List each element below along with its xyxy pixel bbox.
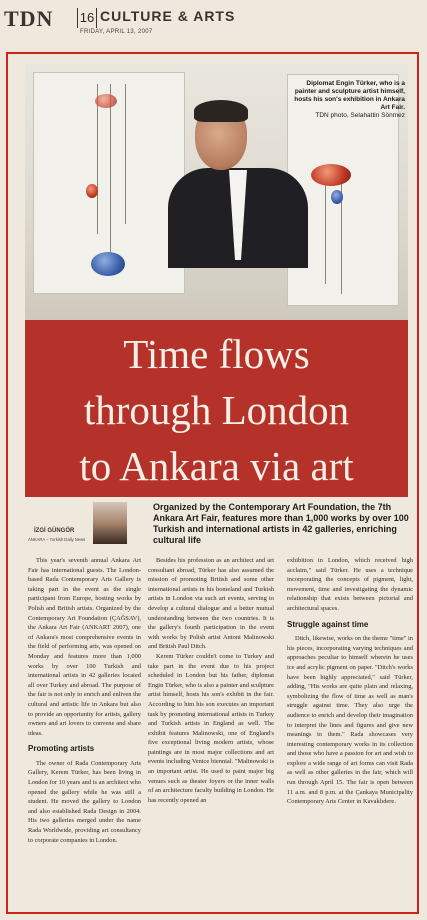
article-deck: Organized by the Contemporary Art Foundation, the 7th Ankara Art Fair, features more than 1,000 works by over 100 Turkish and international artists in 42 galleries, enriching cultural life (153, 502, 409, 545)
glass-sculpture (86, 184, 98, 198)
masthead (0, 0, 427, 40)
glass-sculpture (311, 164, 351, 186)
hanging-wire (125, 84, 126, 224)
headline-line-1: Time flows (123, 331, 310, 377)
headline (25, 326, 408, 494)
person-hair (194, 100, 248, 122)
author-photo (93, 502, 127, 544)
subheading: Struggle against time (287, 619, 369, 629)
body-column-2 (148, 556, 274, 805)
byline-name: İZGİ GÜNGÖR (34, 528, 75, 534)
body-paragraph: The owner of Rada Contemporary Arts Gallery, Kerem Türker, has been living in London for 10 years and is an architect who opened the gallery while he was still a student. He moved the gallery to London and also established Rada Design in 2004. His two galleries merged under the name Rada Worldwide, providing art consultancy to corporate companies in London. (28, 759, 141, 844)
caption-text: Diplomat Engin Türker, who is a painter and sculpture artist himself, hosts his son's exhibition in Ankara Art Fair. (294, 80, 405, 111)
body-paragraph: Ditch, likewise, works on the theme "time" in his pieces, incorporating varying techniques and approaches peculiar to himself wherein he uses ice and acrylic pigment on paper. "Ditch's works have been highly appreciated," said Türker, adding, "His works are quite plain and relaxing, symbolizing the flow of time as well as man's struggle against time. They also urge the audience to enrich and develop their imagination to interpret the lines and figures and give new meanings to them." Rada showcases very interesting contemporary works in its collection and those who have a passion for art and wish to explore a wide range of art forms can visit Rada as well as other galleries in the fair, which will run through April 15. The fair is open between 11 a.m. and 8 p.m. at the Çankaya Municipality Contemporary Arts Center in Kavaklıdere. (287, 635, 413, 806)
byline-source: ANKARA – Turkish Daily News (28, 537, 86, 542)
body-paragraph: Besides his profession as an architect and art consultant abroad, Türker has also assumed the mission of promoting British and some other international artists in his homeland and Turkish artists in London via such art events, serving to develop a cultural dialogue and a better mutual understanding between the two countries. It is the gallery's fourth participation in the event with works by Polish artist Antoni Malinowski and British Paul Ditch. (148, 557, 274, 651)
page-number: 16 (77, 8, 97, 28)
glass-sculpture (95, 94, 117, 108)
headline-line-3: to Ankara via art (79, 443, 354, 489)
photo-credit: TDN photo, Selahattin Sönmez (315, 112, 405, 119)
hanging-wire (110, 84, 111, 259)
body-column-1 (28, 556, 141, 845)
subheading: Promoting artists (28, 744, 95, 754)
newspaper-logo: TDN (4, 6, 54, 31)
hanging-wire (325, 174, 326, 284)
body-paragraph: This year's seventh annual Ankara Art Fair has international guests. The London-based Rada Contemporary Arts Gallery is taking part in the event as the single participant from Europe, hosting works by Polish and British artists. Organized by the Contemporary Art Foundation (ÇAĞSAV), the Ankara Art Fair (ANKART 2007), one of Ankara's most comprehensive events in the field of performing arts, was opened on Monday and features more than 1,000 works by over 100 Turkish and international artists in 42 galleries located all over Turkey and abroad. The purpose of the fair is not only to enrich and enliven the cultural and artistic life in Ankara but also to provide an opportunity for artists, gallery owners and art lovers to convene and share ideas. (28, 557, 141, 737)
photo-caption (285, 80, 405, 120)
body-column-3 (287, 556, 413, 807)
hanging-wire (97, 84, 98, 234)
body-paragraph: exhibition in London, which received high acclaim," said Türker. He uses a technique incorporating the concepts of pigment, light, movement, time and investigating the dynamic relationship that exists between pictorial and architectural spaces. (287, 557, 413, 612)
headline-line-2: through London (83, 387, 350, 433)
section-title: CULTURE & ARTS (100, 8, 236, 24)
glass-sculpture (91, 252, 125, 276)
issue-date: FRIDAY, APRIL 13, 2007 (80, 29, 153, 35)
body-paragraph: Kerem Türker couldn't come to Turkey and take part in the event due to his project scheduled in London but his father, diplomat Engin Türker, who is also a painter and sculpture artist himself, hosts his son's exhibit in the fair. According to him his son executes an important task by promoting international artists in Turkey and Turkish artists in England as well. The exhibit features Malinowski, one of England's five exceptional living modern artists, whose paintings are in most major collections and art events including Venice biennial. "Malinowski is an important artist. He used to paint major big venues such as theater foyers or the inner walls of an architecture faculty building in London. He has recently opened an (148, 652, 274, 804)
glass-sculpture (331, 190, 343, 204)
